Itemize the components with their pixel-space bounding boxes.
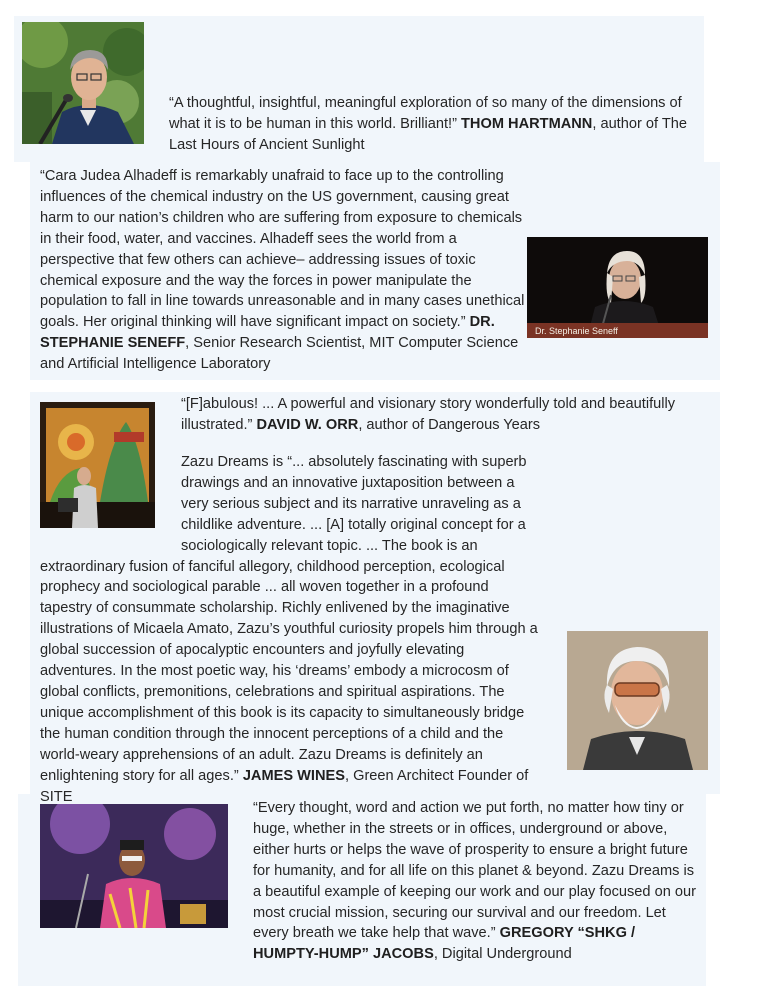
author-affiliation: , Digital Underground [433, 946, 572, 963]
photo-spacer [40, 798, 253, 964]
quote-text: Zazu Dreams is “... absolutely fascinating with superb drawings and an innovative juxtaposition between a very serious subject and its narrative unraveling as a childlike adventure. ... [A] totally original concept for a sociologically relevant topic. ... The book is an extraordinary fusion of fanciful allegory, childhood perception, ecological prophecy and sociological parable ... all woven together in a profound tapestry of consummate scholarship. Richly enlivened by the imaginative illustrations of Micaela Amato, Zazu’s youthful curiosity propels him through a global succession of apocalyptic encounters and joyfully elevating adventures. In the most poetic way, his ‘dreams’ embody a microcosm of global conflicts, premonitions, celebrations and spiritual aspirations. The unique accomplishment of this book is its capacity to simultaneously bridge the human condition through the innocent perceptions of a child and the world-weary apprehensions of an adult. Zazu Dreams is definitely an enlightening story for all ages.” [40, 454, 538, 784]
author-name: THOM HARTMANN [461, 115, 593, 132]
quote-text: “A thoughtful, insightful, meaningful exploration of so many of the dimensions of what it is to be human in this world. Brilliant!” [169, 95, 682, 132]
author-name: JAMES WINES [242, 767, 345, 784]
testimonial-wines [40, 452, 708, 807]
author-name: DR. STEPHANIE SENEFF [40, 314, 495, 352]
photo-spacer-left [40, 452, 181, 556]
author-affiliation: , Senior Research Scientist, MIT Computer Science and Artificial Intelligence Laboratory [40, 335, 519, 373]
quote-text: “Every thought, word and action we put forth, no matter how tiny or huge, whether in the streets or in offices, underground or above, either hurts or helps the wave of prosperity to ensure a bright future for humanity, and for all life on this planet & beyond. Zazu Dreams is a beautiful example of keeping our work and our play focused on our most crucial mission, securing our survival and our freedom. Let every breath we take help that wave.” [253, 800, 696, 942]
author-name: DAVID W. ORR [256, 416, 359, 433]
testimonial-hartmann [169, 93, 694, 156]
author-affiliation: , author of Dangerous Years [358, 416, 541, 433]
photo-spacer-right [542, 627, 708, 783]
testimonial-jacobs [40, 798, 704, 965]
quote-text: “Cara Judea Alhadeff is remarkably unafraid to face up to the controlling influences of the chemical industry on the US government, causing great harm to our nation’s children who are suffering from exposure to chemicals in their food, water, and vaccines. Alhadeff sees the world from a perspective that few others can achieve– addressing issues of toxic chemical exposure and the way the forces in power manipulate the population to fall in line towards unreasonable and in many cases unethical goals. Her original thinking will have significant impact on society.” [40, 168, 525, 331]
testimonial-seneff [40, 166, 708, 409]
testimonial-orr [181, 394, 706, 436]
author-name: GREGORY “SHKG / HUMPTY-HUMP” JACOBS [253, 925, 636, 963]
author-affiliation: , Green Architect Founder of SITE [40, 767, 529, 805]
thom-hartmann-photo [22, 22, 144, 144]
photo-spacer [530, 229, 708, 409]
photo-caption: Dr. Stephanie Seneff [535, 326, 618, 336]
author-affiliation: , author of The Last Hours of Ancient Sunlight [169, 115, 687, 153]
quote-text: “[F]abulous! ... A powerful and visionary story wonderfully told and beautifully illustrated.” [181, 396, 676, 433]
